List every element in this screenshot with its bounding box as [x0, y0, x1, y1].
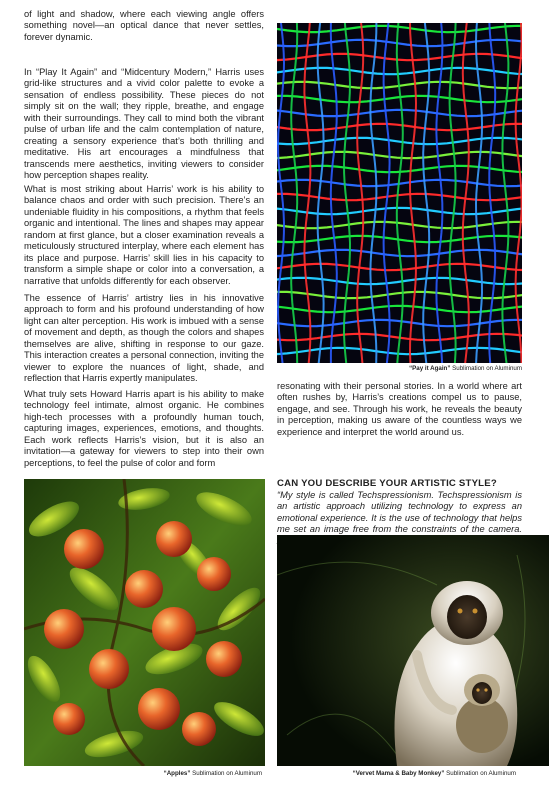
artwork-pay-it-again-image: [277, 23, 522, 363]
artwork-vervet-monkey-caption: [353, 770, 516, 777]
artwork-apples-caption: [164, 770, 262, 777]
left-paragraph-2: In “Play It Again” and “Midcentury Modern,” Harris uses grid-like structures and a vivid color palette to evoke a sensation of endless possibility. These pieces do not simply sit on the wall; they ripple, breathe, and engage with their surroundings. They call to mind both the vibrant pulse of urban life and the calm contemplation of nature, creating a sensory experience that’s both thrilling and meditative. His art encourages a mindfulness that transcends mere aesthetics, inviting viewers to consider how perception shapes reality.: [24, 67, 264, 181]
artwork-title: “Pay it Again”: [409, 365, 451, 372]
artwork-medium: Sublimation on Aluminum: [446, 770, 516, 777]
artwork-medium: Sublimation on Aluminum: [452, 365, 522, 372]
artwork-title: “Apples”: [163, 770, 191, 777]
section-heading: CAN YOU DESCRIBE YOUR ARTISTIC STYLE?: [277, 478, 497, 489]
left-paragraph-5: What truly sets Howard Harris apart is his ability to make technology feel intimate, almost organic. He combines high-tech processes with a profoundly human touch, capturing images, experiences, emotions, and thoughts. Each work reflects Harris’s vision, but it is also an invitation—a gateway for viewers to step into their own perceptions, to feel the pulse of color and form: [24, 389, 264, 468]
left-paragraph-1: of light and shadow, where each viewing angle offers something novel—an optical dance that never settles, forever dynamic.: [24, 9, 264, 42]
artwork-pay-it-again-caption: [409, 365, 522, 372]
left-paragraph-4: The essence of Harris’ artistry lies in his innovative approach to form and his profound understanding of how light can alter perception. His work is imbued with a sense of movement and depth, as though the colors and shapes themselves are alive, shifting in response to our gaze. This interaction creates a personal connection, inviting the viewer to explore the nuances of light, shade, and reflection that Harris expertly manipulates.: [24, 293, 264, 384]
artist-quote: “My style is called Techspressionism. Techspressionism is an artistic approach utilizing technology to express an emotional experience. It is the use of technology that helps me set an image free from the constraints of the camera.: [277, 490, 522, 535]
right-paragraph-1: resonating with their personal stories. In a world where art often rushes by, Harris’s creations compel us to pause, engage, and see. Through his work, he reveals the beauty in perception, making us aware of the countless ways we experience and interpret the world around us.: [277, 381, 522, 437]
artwork-apples-image: [24, 479, 265, 766]
artwork-medium: Sublimation on Aluminum: [192, 770, 262, 777]
left-paragraph-3: What is most striking about Harris’ work is his ability to balance chaos and order with such precision. There’s an undeniable fluidity in his compositions, a rhythm that feels organic and intentional. The lines and shapes may appear random at first glance, but a closer examination reveals a meticulously structured interplay, where each element has its place and purpose. Harris’ skill lies in his capacity to transform a simple shape or color into a conversation, a narrative that unfolds differently for each observer.: [24, 184, 264, 286]
artwork-vervet-monkey-image: [277, 535, 549, 766]
artwork-title: “Vervet Mama & Baby Monkey”: [352, 770, 445, 777]
